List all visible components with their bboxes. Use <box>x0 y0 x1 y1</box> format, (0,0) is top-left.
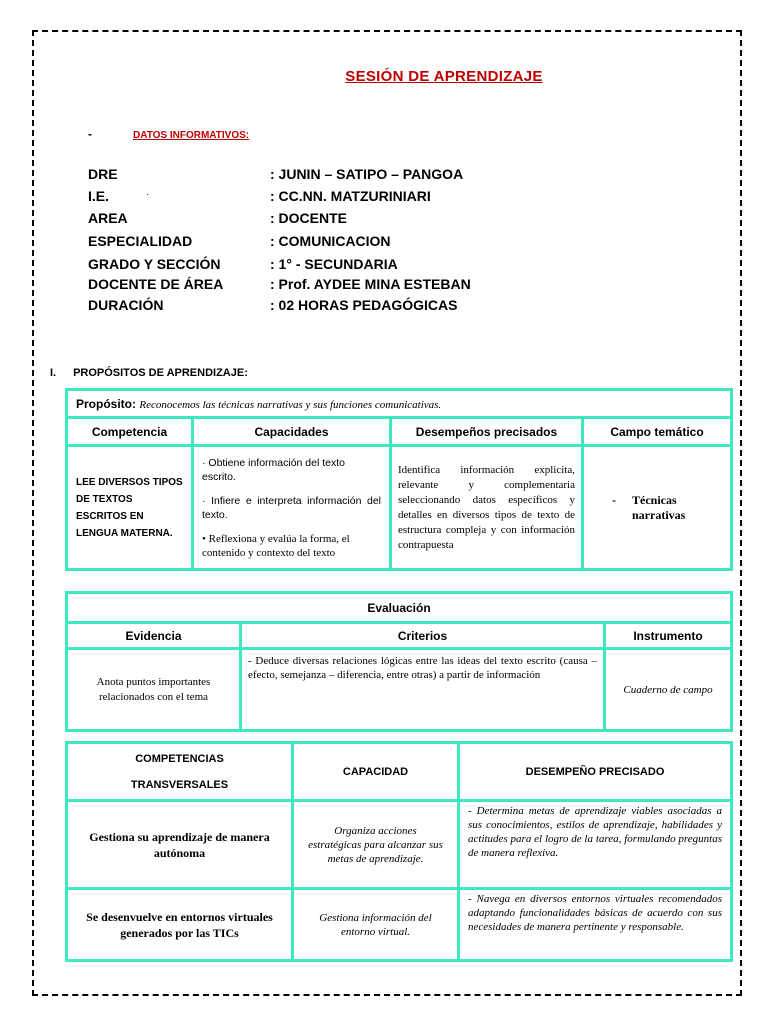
info-value: : COMUNICACION <box>270 233 391 249</box>
instrumento-cell: Cuaderno de campo <box>605 649 732 731</box>
section-heading-propositos <box>50 367 248 379</box>
campo-dash: - <box>612 492 616 507</box>
section-number: I. <box>50 367 57 379</box>
header-competencias-transversales <box>67 743 293 801</box>
capacidad-item: · Obtiene información del texto escrito. <box>202 456 345 483</box>
transversal-desempeno: - Navega en diversos entornos virtuales recomendados adaptando funcionalidades básicas de acuerdo con sus necesidades de manera pertinente y responsable. <box>459 889 732 961</box>
header-criterios: Criterios <box>241 623 605 649</box>
proposito-cell <box>67 390 732 418</box>
header-desempeno-precisado: DESEMPEÑO PRECISADO <box>459 743 732 801</box>
evidencia-cell: Anota puntos importantes relacionados con el tema <box>67 649 241 731</box>
header-desempenos: Desempeños precisados <box>391 418 583 446</box>
transversal-competencia: Gestiona su aprendizaje de manera autónoma <box>67 801 293 889</box>
capacidades-cell <box>193 446 391 570</box>
criterios-cell: - Deduce diversas relaciones lógicas entre las ideas del texto escrito (causa – efecto, semejanza – diferencia, entre otras) a partir de información <box>241 649 605 731</box>
header-capacidad: CAPACIDAD <box>293 743 459 801</box>
capacidad-item: • Reflexiona y evalúa la forma, el contenido y contexto del texto <box>202 532 350 559</box>
competencia-cell: LEE DIVERSOS TIPOS DE TEXTOS ESCRITOS EN LENGUA MATERNA. <box>67 446 193 570</box>
info-key: AREA <box>88 210 128 226</box>
header-line: TRANSVERSALES <box>130 778 229 791</box>
datos-informativos-label: DATOS INFORMATIVOS: <box>133 130 250 141</box>
header-instrumento: Instrumento <box>605 623 732 649</box>
desempeno-cell: Identifica información explicita, relevante y complementaria seleccionando datos específicos y detalles en diversos tipos de texto de estructura compleja y con información contrapuesta <box>391 446 583 570</box>
transversal-competencia: Se desenvuelve en entornos virtuales generados por las TICs <box>67 889 293 961</box>
evaluacion-table <box>65 591 733 732</box>
info-value: : 02 HORAS PEDAGÓGICAS <box>270 297 458 313</box>
info-value: : JUNIN – SATIPO – PANGOA <box>270 166 464 182</box>
evaluacion-title: Evaluación <box>67 593 732 623</box>
transversal-capacidad: Gestiona información del entorno virtual. <box>293 889 459 961</box>
datos-dash: - <box>88 127 92 141</box>
proposito-text: Reconocemos las técnicas narrativas y sus funciones comunicativas. <box>139 398 442 411</box>
section-title: PROPÓSITOS DE APRENDIZAJE: <box>73 367 248 379</box>
capacidad-item: · Infiere e interpreta información del texto. <box>202 494 381 521</box>
campo-text: Técnicas narrativas <box>632 492 686 522</box>
header-competencia: Competencia <box>67 418 193 446</box>
info-key: DRE <box>88 166 118 182</box>
info-value: : 1° - SECUNDARIA <box>270 256 398 272</box>
info-value: : DOCENTE <box>270 210 347 226</box>
header-line: COMPETENCIAS <box>135 752 224 765</box>
propositos-table <box>65 388 733 571</box>
info-value: : CC.NN. MATZURINIARI <box>270 188 431 204</box>
transversales-table <box>65 741 733 962</box>
info-key: I.E. <box>88 188 110 204</box>
header-campo-tematico: Campo temático <box>583 418 732 446</box>
page-title: SESIÓN DE APRENDIZAJE <box>345 68 543 85</box>
header-capacidades: Capacidades <box>193 418 391 446</box>
info-key: ESPECIALIDAD <box>88 233 193 249</box>
header-evidencia: Evidencia <box>67 623 241 649</box>
campo-tematico-cell <box>583 446 732 570</box>
stray-dot: · <box>146 189 150 200</box>
transversal-capacidad: Organiza acciones estratégicas para alcanzar sus metas de aprendizaje. <box>293 801 459 889</box>
info-key: DOCENTE DE ÁREA <box>88 276 224 292</box>
transversal-desempeno: - Determina metas de aprendizaje viables asociadas a sus conocimientos, estilos de aprendizaje, habilidades y actitudes para el logro de la tarea, formulando preguntas de manera reflexiva. <box>459 801 732 889</box>
proposito-label: Propósito: <box>76 396 136 411</box>
info-key: DURACIÓN <box>88 297 164 313</box>
info-value: : Prof. AYDEE MINA ESTEBAN <box>270 276 471 292</box>
info-key: GRADO Y SECCIÓN <box>88 256 221 272</box>
